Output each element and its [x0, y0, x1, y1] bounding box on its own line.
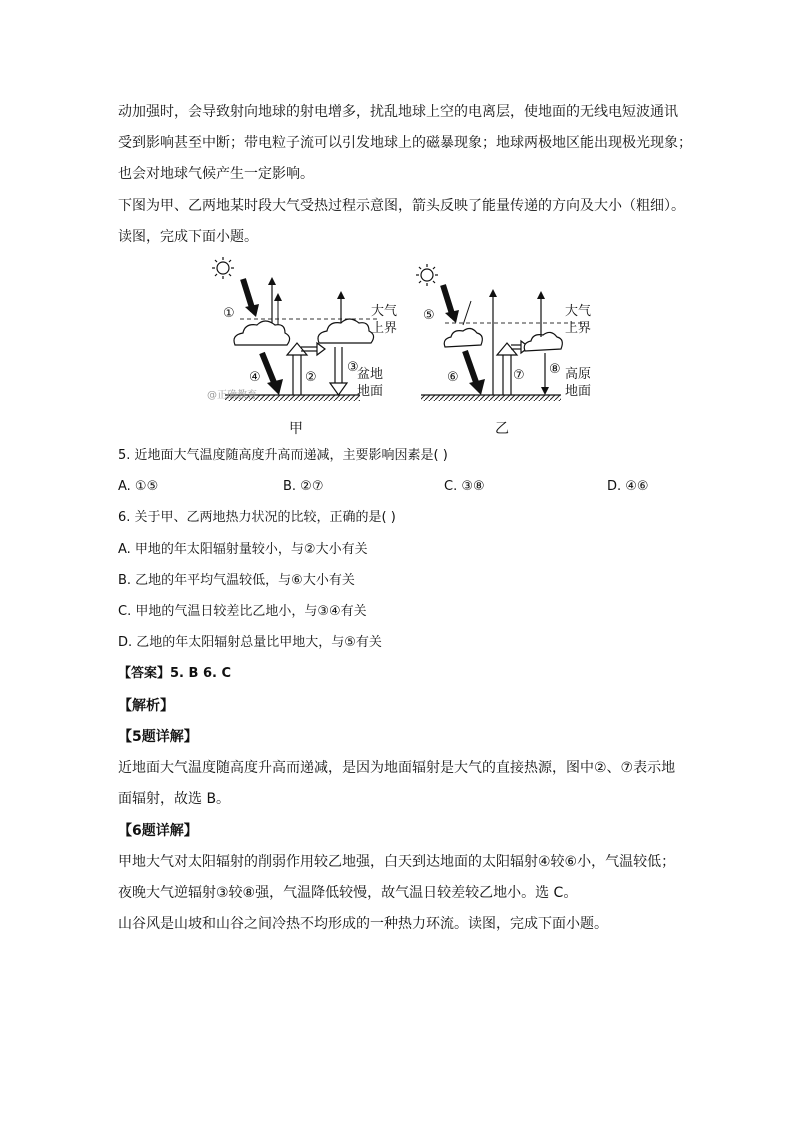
analysis-heading: 【解析】: [118, 698, 174, 714]
paragraph-line: 下图为甲、乙两地某时段大气受热过程示意图，箭头反映了能量传递的方向及大小（粗细）。: [118, 198, 685, 214]
label-num-3: ③: [347, 360, 359, 375]
cloud-icon: [444, 328, 482, 347]
atmosphere-top-label: 大气: [565, 304, 592, 319]
answer-line: 【答案】5. B 6. C: [118, 666, 231, 681]
paragraph-line: 动加强时，会导致射向地球的射电增多，扰乱地球上空的电离层，使地面的无线电短波通讯: [118, 104, 678, 120]
watermark-text: @正确教育: [207, 390, 257, 401]
atmosphere-heating-diagram: [205, 255, 605, 440]
option-a: A. ①⑤: [118, 479, 159, 494]
panel-caption: 乙: [495, 421, 509, 437]
cloud-icon: [234, 321, 290, 345]
atmosphere-top-label: 上界: [371, 321, 398, 336]
q5-detail-line: 近地面大气温度随高度升高而递减，是因为地面辐射是大气的直接热源，图中②、⑦表示地: [118, 760, 676, 776]
sun-icon: [416, 264, 438, 286]
ground-hatch: [421, 395, 561, 401]
paragraph-line: 也会对地球气候产生一定影响。: [118, 166, 314, 182]
surface-solar-radiation-arrow: [262, 353, 275, 385]
label-num-1: ①: [223, 306, 235, 321]
paragraph-line: 受到影响甚至中断；带电粒子流可以引发地球上的磁暴现象；地球两极地区能出现极光现象；: [118, 135, 692, 151]
label-num-7: ⑦: [513, 368, 525, 383]
panel-caption: 甲: [289, 421, 303, 437]
q6-detail-line: 甲地大气对太阳辐射的削弱作用较乙地强，白天到达地面的太阳辐射④较⑥小，气温较低；: [118, 854, 676, 870]
option-d: D. ④⑥: [607, 479, 649, 494]
sun-icon: [212, 257, 234, 279]
surface-solar-radiation-arrow: [465, 351, 477, 385]
label-num-6: ⑥: [447, 370, 459, 385]
label-num-2: ②: [305, 370, 317, 385]
option-c: C. 甲地的气温日较差比乙地小，与③④有关: [118, 604, 367, 619]
option-b: B. ②⑦: [283, 479, 324, 494]
atmosphere-top-label: 上界: [565, 321, 592, 336]
q6-detail-heading: 【6题详解】: [118, 823, 198, 839]
atmosphere-top-label: 大气: [371, 304, 398, 319]
ground-label: 盆地: [357, 367, 384, 382]
closing-paragraph: 山谷风是山坡和山谷之间冷热不均形成的一种热力环流。读图，完成下面小题。: [118, 916, 608, 932]
q6-detail-line: 夜晚大气逆辐射③较⑧强，气温降低较慢，故气温日较差较乙地小。选 C。: [118, 885, 578, 901]
question-6-stem: 6. 关于甲、乙两地热力状况的比较，正确的是( ): [118, 510, 396, 525]
ground-label: 地面: [565, 384, 592, 399]
option-a: A. 甲地的年太阳辐射量较小，与②大小有关: [118, 542, 368, 557]
q5-detail-line: 面辐射，故选 B。: [118, 791, 231, 807]
right-panel: [416, 264, 591, 437]
label-num-4: ④: [249, 370, 261, 385]
atmospheric-counter-radiation-arrow: [330, 347, 347, 395]
option-c: C. ③⑧: [444, 479, 485, 494]
label-num-5: ⑤: [423, 308, 435, 323]
q5-detail-heading: 【5题详解】: [118, 729, 198, 745]
ground-label: 高原: [565, 367, 592, 382]
option-b: B. 乙地的年平均气温较低，与⑥大小有关: [118, 573, 355, 588]
ground-label: 地面: [357, 384, 384, 399]
left-panel: [207, 257, 397, 437]
paragraph-line: 读图，完成下面小题。: [118, 229, 258, 245]
label-num-8: ⑧: [549, 362, 561, 377]
cloud-icon: [318, 319, 374, 343]
cloud-icon: [524, 332, 562, 351]
option-d: D. 乙地的年太阳辐射总量比甲地大，与⑤有关: [118, 635, 382, 650]
question-5-stem: 5. 近地面大气温度随高度升高而递减，主要影响因素是( ): [118, 448, 448, 463]
